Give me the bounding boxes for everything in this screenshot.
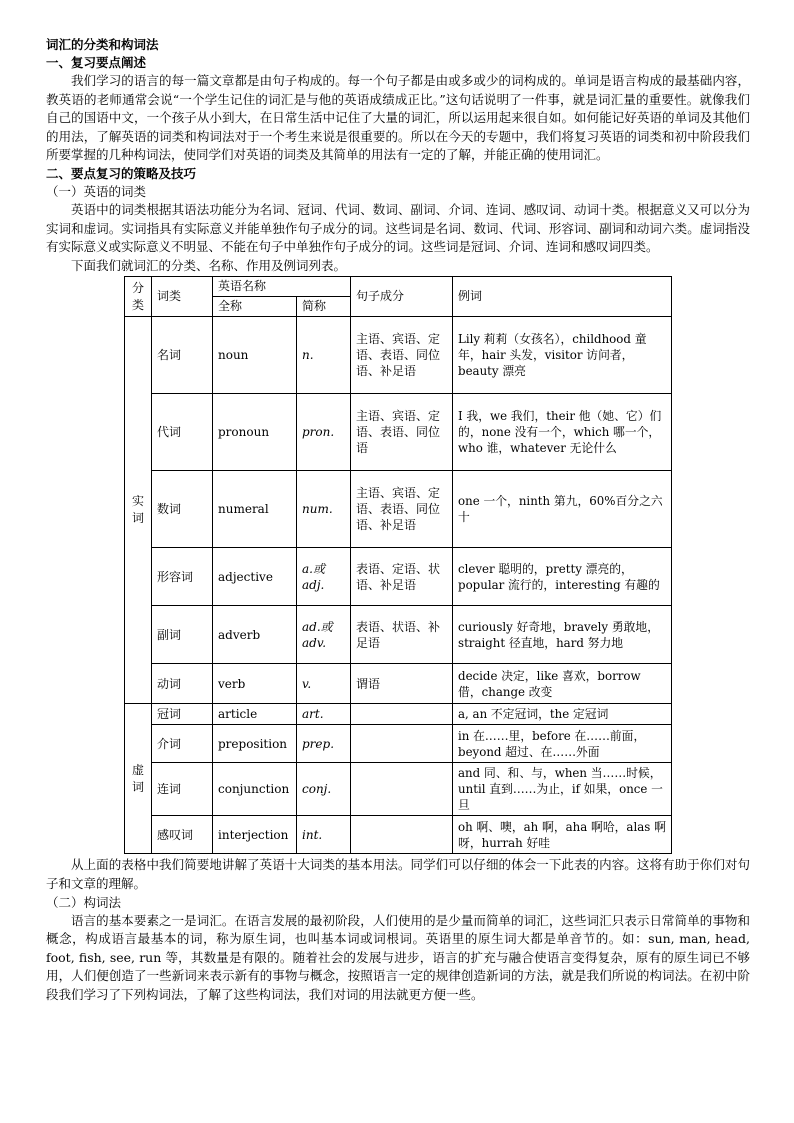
full-name-cell: numeral: [213, 471, 297, 548]
sub2-paragraph: 语言的基本要素之一是词汇。在语言发展的最初阶段，人们使用的是少量而简单的词汇，这些词汇只表示日常简单的事物和概念，构成语言最基本的词，称为原生词，也叫基本词或词根词。英语里的原生词大都是单音节的。如：sun, man, head, foot, fish, see, run 等，其数量是有限的。随着社会的发展与进步，语言的扩充与融合使语言变得复杂，原有的原生词已不够用，人们便创造了一些新词来表示新有的事物与概念，按照语言一定的规律创造新词的方法，就是我们所说的构词法。在初中阶段我们学习了下列构词法，了解了这些构词法，我们对词的用法就更方便一些。: [46, 912, 750, 1002]
document-page: [46, 36, 750, 1005]
abbr-cell: ad.或 adv.: [297, 606, 351, 664]
table-row: [125, 317, 672, 394]
example-cell: and 同、和、与，when 当……时候，until 直到……为止，if 如果，once 一旦: [453, 763, 672, 816]
table-row: [125, 471, 672, 548]
full-name-cell: pronoun: [213, 394, 297, 471]
example-cell: one 一个，ninth 第九，60%百分之六十: [453, 471, 672, 548]
header-function: 句子成分: [351, 277, 453, 317]
example-cell: Lily 莉莉（女孩名），childhood 童年，hair 头发，visitor 访问者，beauty 漂亮: [453, 317, 672, 394]
sub1-heading: （一）英语的词类: [46, 183, 147, 199]
function-cell: 表语、定语、状语、补足语: [351, 548, 453, 606]
full-name-cell: noun: [213, 317, 297, 394]
example-cell: curiously 好奇地，bravely 勇敢地，straight 径直地，hard 努力地: [453, 606, 672, 664]
function-cell: [351, 816, 453, 854]
wordclass-cell: 副词: [152, 606, 213, 664]
function-cell: 表语、状语、补足语: [351, 606, 453, 664]
full-name-cell: adjective: [213, 548, 297, 606]
table-row: [125, 816, 672, 854]
table-row: [125, 606, 672, 664]
full-name-cell: preposition: [213, 725, 297, 763]
wordclass-cell: 介词: [152, 725, 213, 763]
function-cell: 主语、宾语、定语、表语、同位语、补足语: [351, 471, 453, 548]
abbr-cell: v.: [297, 664, 351, 704]
abbr-cell: art.: [297, 704, 351, 725]
function-cell: 主语、宾语、定语、表语、同位语: [351, 394, 453, 471]
table-row: [125, 704, 672, 725]
wordclass-cell: 冠词: [152, 704, 213, 725]
table-row: [125, 763, 672, 816]
header-abbr: 简称: [297, 297, 351, 317]
example-cell: in 在……里，before 在……前面，beyond 超过、在……外面: [453, 725, 672, 763]
abbr-cell: conj.: [297, 763, 351, 816]
full-name-cell: interjection: [213, 816, 297, 854]
full-name-cell: verb: [213, 664, 297, 704]
function-cell: [351, 763, 453, 816]
section1-paragraph: 我们学习的语言的每一篇文章都是由句子构成的。每一个句子都是由或多或少的词构成的。单词是语言构成的最基础内容，教英语的老师通常会说“一个学生记住的词汇是与他的英语成绩成正比。”这句话说明了一件事，就是词汇量的重要性。就像我们自己的国语中文，一个孩子从小到大，在日常生活中记住了大量的词汇，所以运用起来很自如。如何能记好英语的单词及其他们的用法，了解英语的词类和构词法对于一个考生来说是很重要的。所以在今天的专题中，我们将复习英语的词类和初中阶段我们所要掌握的几种构词法，使同学们对英语的词类及其简单的用法有一定的了解，并能正确的使用词汇。: [46, 73, 750, 163]
category-cell: 虚词: [125, 704, 152, 854]
abbr-cell: prep.: [297, 725, 351, 763]
table-row: [125, 664, 672, 704]
wordclass-cell: 代词: [152, 394, 213, 471]
example-cell: oh 啊、噢，ah 啊，aha 啊哈，alas 啊呀，hurrah 好哇: [453, 816, 672, 854]
full-name-cell: conjunction: [213, 763, 297, 816]
wordclass-cell: 连词: [152, 763, 213, 816]
section2-heading: 二、要点复习的策略及技巧: [46, 165, 197, 181]
wordclass-cell: 数词: [152, 471, 213, 548]
document-title: 词汇的分类和构词法: [46, 37, 159, 52]
wordclass-cell: 感叹词: [152, 816, 213, 854]
example-cell: a, an 不定冠词，the 定冠词: [453, 704, 672, 725]
header-english-name: 英语名称: [213, 277, 351, 297]
example-cell: clever 聪明的，pretty 漂亮的，popular 流行的，interesting 有趣的: [453, 548, 672, 606]
sub1-paragraph2: 下面我们就词汇的分类、名称、作用及例词列表。: [71, 257, 347, 273]
wordclass-cell: 动词: [152, 664, 213, 704]
function-cell: 主语、宾语、定语、表语、同位语、补足语: [351, 317, 453, 394]
full-name-cell: adverb: [213, 606, 297, 664]
table-row: [125, 725, 672, 763]
sub2-heading: （二）构词法: [46, 894, 122, 910]
category-cell: 实词: [125, 317, 152, 704]
function-cell: 谓语: [351, 664, 453, 704]
word-class-table: [124, 276, 672, 854]
wordclass-cell: 形容词: [152, 548, 213, 606]
header-wordclass: 词类: [152, 277, 213, 317]
sub1-paragraph3: 从上面的表格中我们简要地讲解了英语十大词类的基本用法。同学们可以仔细的体会一下此表的内容。这将有助于你们对句子和文章的理解。: [46, 857, 750, 891]
header-category: 分类: [125, 277, 152, 317]
function-cell: [351, 704, 453, 725]
table-row: [125, 548, 672, 606]
example-cell: I 我，we 我们，their 他（她、它）们的，none 没有一个，which 哪一个，who 谁，whatever 无论什么: [453, 394, 672, 471]
sub1-paragraph1: 英语中的词类根据其语法功能分为名词、冠词、代词、数词、副词、介词、连词、感叹词、动词十类。根据意义又可以分为实词和虚词。实词指具有实际意义并能单独作句子成分的词。这些词是名词、数词、代词、形容词、副词和动词六类。虚词指没有实际意义或实际意义不明显、不能在句子中单独作句子成分的词。这些词是冠词、介词、连词和感叹词四类。: [46, 201, 750, 255]
table-header-row: [125, 277, 672, 297]
abbr-cell: a.或 adj.: [297, 548, 351, 606]
table-row: [125, 394, 672, 471]
section1-heading: 一、复习要点阐述: [46, 55, 147, 70]
abbr-cell: num.: [297, 471, 351, 548]
full-name-cell: article: [213, 704, 297, 725]
wordclass-cell: 名词: [152, 317, 213, 394]
header-full-name: 全称: [213, 297, 297, 317]
function-cell: [351, 725, 453, 763]
example-cell: decide 决定，like 喜欢，borrow 借，change 改变: [453, 664, 672, 704]
header-examples: 例词: [453, 277, 672, 317]
abbr-cell: n.: [297, 317, 351, 394]
abbr-cell: pron.: [297, 394, 351, 471]
abbr-cell: int.: [297, 816, 351, 854]
